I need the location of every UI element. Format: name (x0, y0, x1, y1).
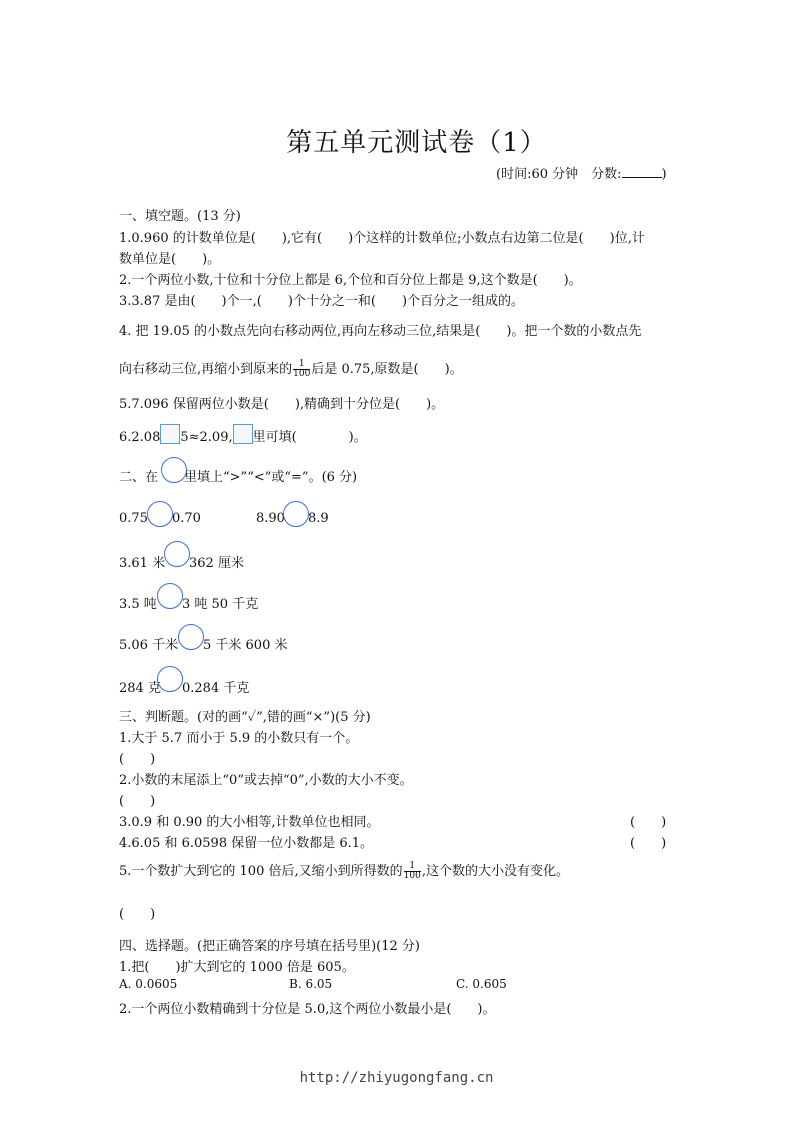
q5-text-pre: 5.一个数扩大到它的 100 倍后,又缩小到所得数的 (119, 864, 403, 879)
blank-square[interactable] (233, 424, 253, 444)
s2-r5-right: 0.284 千克 (182, 681, 250, 696)
q4-text-pre: 向右移动三位,再缩小到原来的 (119, 362, 293, 377)
section-4-heading: 四、选择题。(把正确答案的序号填在括号里)(12 分) (119, 939, 420, 954)
s2-r4-left: 5.06 千米 (119, 638, 179, 653)
s1-q4-line2 (119, 358, 463, 379)
q6-part1: 6.2.08 (119, 430, 161, 445)
s2-r1a-left: 0.75 (119, 511, 148, 526)
compare-circle[interactable] (147, 501, 173, 527)
s4-q1: 1.把( )扩大到它的 1000 倍是 605。 (119, 960, 355, 975)
fraction (293, 360, 310, 379)
s3-q2-answer[interactable]: ( ) (119, 794, 156, 809)
meta-prefix: (时间:60 分钟 分数: (496, 167, 622, 182)
s3-q4-answer[interactable]: ( ) (630, 836, 667, 851)
s1-q2: 2.一个两位小数,十位和十分位上都是 6,个位和百分位上都是 9,这个数是( )。 (119, 273, 582, 288)
compare-circle[interactable] (157, 583, 183, 609)
exam-meta (496, 163, 667, 182)
compare-circle[interactable] (178, 624, 204, 650)
s2-r1b-right: 8.9 (308, 511, 329, 526)
s2-r1a-right: 0.70 (172, 511, 201, 526)
s3-q4: 4.6.05 和 6.0598 保留一位小数都是 6.1。 (119, 836, 374, 851)
s4-q1-option-c[interactable]: C. 0.605 (456, 977, 507, 991)
s3-q1: 1.大于 5.7 而小于 5.9 的小数只有一个。 (119, 731, 359, 746)
s2-r4-right: 5 千米 600 米 (203, 638, 288, 653)
fraction (404, 862, 421, 881)
compare-circle[interactable] (164, 541, 190, 567)
s3-q5 (119, 860, 569, 881)
s3-q3-answer[interactable]: ( ) (630, 815, 667, 830)
s1-q5: 5.7.096 保留两位小数是( ),精确到十分位是( )。 (119, 397, 445, 412)
meta-suffix: ) (661, 167, 667, 182)
s2-r2-left: 3.61 米 (119, 556, 166, 571)
fraction-numerator: 1 (404, 862, 421, 872)
s3-q2: 2.小数的末尾添上“0”或去掉“0”,小数的大小不变。 (119, 773, 413, 788)
s3-q1-answer[interactable]: ( ) (119, 752, 156, 767)
q5-text-post: ,这个数的大小没有变化。 (421, 864, 569, 879)
s4-q2: 2.一个两位小数精确到十分位是 5.0,这个两位小数最小是( )。 (119, 1002, 496, 1017)
compare-circle[interactable] (157, 666, 183, 692)
s1-q3: 3.3.87 是由( )个一,( )个十分之一和( )个百分之一组成的。 (119, 294, 525, 309)
blank-square[interactable] (160, 424, 180, 444)
s3-q3: 3.0.9 和 0.90 的大小相等,计数单位也相同。 (119, 815, 380, 830)
s2-r2-right: 362 厘米 (189, 556, 244, 571)
s1-q1-line1: 1.0.960 的计数单位是( ),它有( )个这样的计数单位;小数点右边第二位是( )位,计 (119, 231, 645, 246)
s2-r1b-left: 8.90 (256, 511, 285, 526)
q4-text-post: 后是 0.75,原数是( )。 (311, 362, 463, 377)
s2-heading-pre: 二、在 (119, 470, 159, 485)
compare-circle[interactable] (283, 501, 309, 527)
footer-url: http://zhiyugongfang.cn (299, 1070, 494, 1086)
s2-r3-left: 3.5 吨 (119, 597, 157, 612)
s2-r3-right: 3 吨 50 千克 (182, 597, 259, 612)
section-1-heading: 一、填空题。(13 分) (119, 209, 241, 224)
fraction-denominator: 100 (403, 871, 421, 881)
s4-q1-option-b[interactable]: B. 6.05 (289, 977, 333, 991)
s1-q4-line1: 4. 把 19.05 的小数点先向右移动两位,再向左移动三位,结果是( )。把一个数的小数点先 (119, 324, 642, 339)
q6-part3: 里可填( )。 (252, 430, 367, 445)
s3-q5-answer[interactable]: ( ) (119, 907, 156, 922)
compare-circle-icon (161, 457, 187, 483)
section-3-heading: 三、判断题。(对的画“✓”,错的画“×”)(5 分) (119, 710, 371, 725)
s2-heading-post: 里填上“>”“<”或“=”。(6 分) (184, 470, 358, 485)
s2-r5-left: 284 克 (119, 681, 161, 696)
fraction-numerator: 1 (293, 360, 310, 370)
section-2-heading (119, 466, 357, 485)
fraction-denominator: 100 (293, 369, 311, 379)
q6-part2: 5≈2.09, (180, 430, 233, 445)
score-blank[interactable] (622, 165, 662, 178)
s4-q1-option-a[interactable]: A. 0.0605 (119, 977, 178, 991)
s1-q1-line2: 数单位是( )。 (119, 252, 221, 267)
page-title: 第五单元测试卷（1） (286, 128, 547, 158)
s1-q6 (119, 424, 367, 445)
